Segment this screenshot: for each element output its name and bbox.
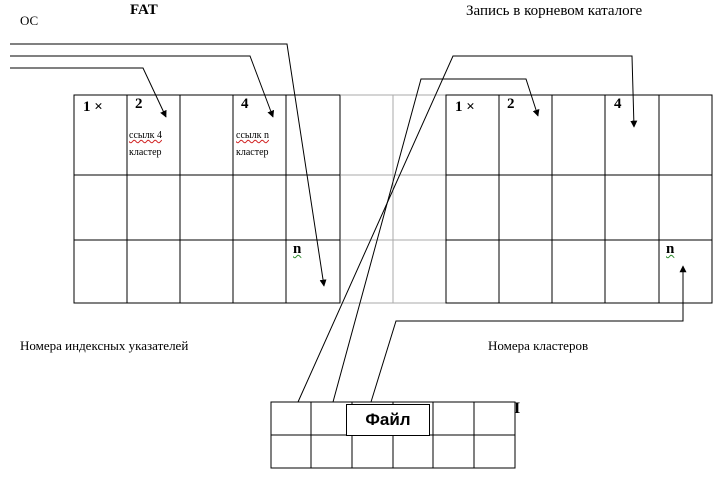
fat-cell-2-text <box>129 128 162 161</box>
root-entry-title: Запись в корневом каталоге <box>466 3 643 19</box>
fat-title: FAT <box>130 2 158 18</box>
fat-cell-4-text <box>236 128 269 161</box>
fat-cell-4: 4 <box>241 96 249 112</box>
arrow-os-to-fat-n <box>10 44 324 286</box>
index-numbers-caption: Номера индексных указателей <box>20 338 189 353</box>
os-pointer-lines <box>10 44 324 286</box>
cluster-cell-n: n <box>666 241 675 257</box>
os-label: ОС <box>20 13 39 28</box>
fat-cell-n: n <box>293 241 302 257</box>
file-extra-mark: I <box>514 400 521 417</box>
fat-cell-2: 2 <box>135 96 143 112</box>
cluster-table <box>446 95 712 303</box>
fat-cell-2-cluster: кластер <box>129 146 162 158</box>
line-file-to-cluster-n <box>371 266 683 402</box>
file-label-box: Файл <box>346 404 430 436</box>
cluster-cell-4: 4 <box>614 96 622 112</box>
cluster-numbers-caption: Номера кластеров <box>488 338 589 353</box>
cluster-cell-2: 2 <box>507 96 515 112</box>
fat-table <box>74 95 340 303</box>
fat-cell-4-ref: ссылк n <box>236 130 269 141</box>
cluster-cell-1: 1 × <box>455 99 475 115</box>
fat-cell-2-ref: ссылк 4 <box>129 130 162 141</box>
fat-cell-4-cluster: кластер <box>236 146 269 158</box>
fat-cell-1: 1 × <box>83 99 103 115</box>
